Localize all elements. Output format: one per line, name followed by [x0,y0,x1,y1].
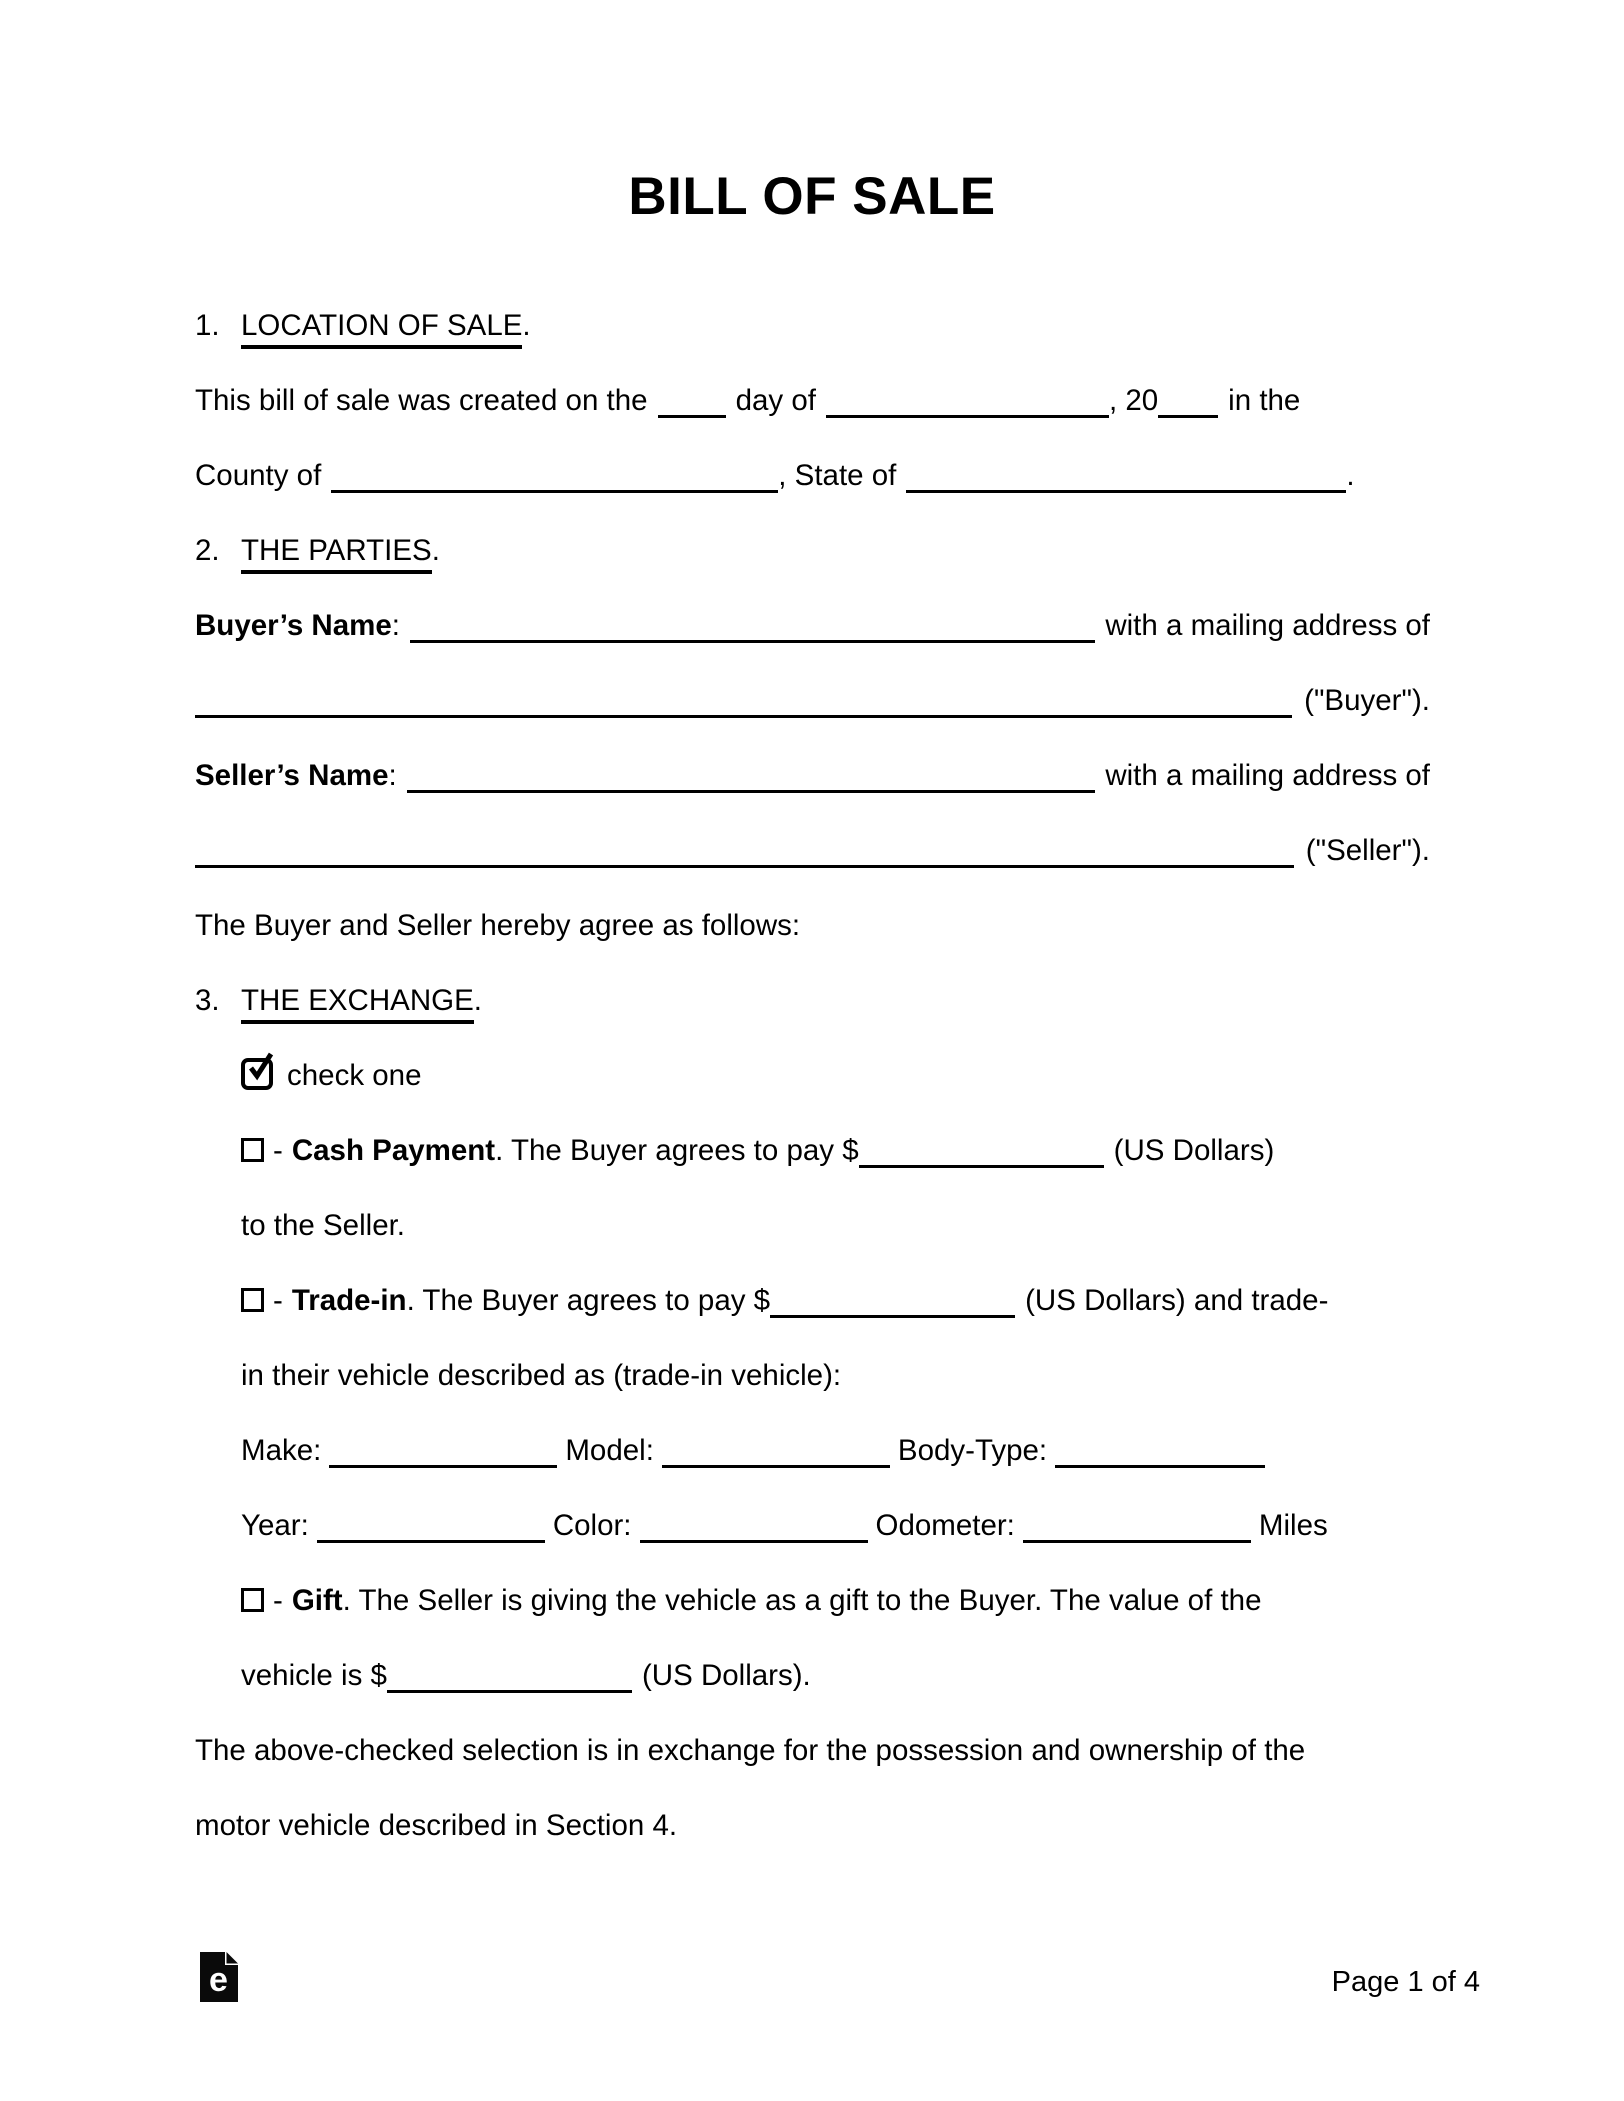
body-type-label: Body-Type: [897,1434,1048,1467]
model-label: Model: [565,1434,654,1467]
closing-text-1: The above-checked selection is in exchange for the possession and ownership of the [195,1734,1306,1767]
agree-text: The Buyer and Seller hereby agree as follows: [195,909,801,942]
gift-cont-text: vehicle is $ [241,1659,387,1692]
trade-in-checkbox-icon[interactable] [241,1288,264,1312]
cash-amount-blank-field[interactable] [859,1141,1104,1168]
trade-suffix-text: (US Dollars) and trade- [1025,1284,1329,1317]
section-number: 1. [195,309,220,342]
line-to-seller [241,1206,1430,1246]
gift-label: Gift [291,1584,343,1617]
line-trade-in [241,1281,1430,1321]
page-indicator: Page 1 of 4 [1331,1966,1480,1998]
seller-paren-text: ("Seller"). [1305,834,1430,867]
checked-checkbox-icon[interactable] [241,1058,273,1090]
section-heading-text: THE EXCHANGE [241,984,474,1024]
section-heading-location [195,306,1430,346]
day-blank-field[interactable] [658,391,726,418]
day-of-text: day of [735,384,816,417]
line-closing-1 [195,1731,1430,1771]
gift-checkbox-icon[interactable] [241,1588,264,1612]
check-one-label: check one [287,1059,422,1092]
body-type-blank-field[interactable] [1055,1441,1265,1468]
color-blank-field[interactable] [640,1516,868,1543]
gift-amount-blank-field[interactable] [387,1666,632,1693]
section-heading-parties [195,531,1430,571]
seller-address-blank-field[interactable] [195,841,1294,868]
seller-name-blank-field[interactable] [407,766,1096,793]
colon-text: : [388,759,397,792]
us-dollars-text: (US Dollars) [1113,1134,1275,1167]
buyer-address-blank-field[interactable] [195,691,1292,718]
color-label: Color: [552,1509,632,1542]
section-number: 3. [195,984,220,1017]
logo-letter: e [209,1961,228,1999]
section-heading-text: THE PARTIES [241,534,432,574]
in-the-text: in the [1228,384,1301,417]
mailing-address-text: with a mailing address of [1105,759,1430,792]
line-buyer-name [195,606,1430,646]
sentence-period: . [1346,459,1355,492]
closing-text-2: motor vehicle described in Section 4. [195,1809,678,1842]
line-check-one [241,1056,1430,1096]
cash-payment-text: . The Buyer agrees to pay $ [495,1134,859,1167]
model-blank-field[interactable] [662,1441,890,1468]
trade-cont-text: in their vehicle described as (trade-in vehicle): [241,1359,842,1392]
section-heading-text: LOCATION OF SALE [241,309,522,349]
trade-in-label: Trade-in [291,1284,407,1317]
line-buyer-address [195,681,1430,721]
year-blank-field[interactable] [1158,391,1218,418]
state-blank-field[interactable] [906,466,1346,493]
state-of-text: , State of [778,459,897,492]
dash-text: - [273,1134,283,1167]
section-heading-period: . [522,309,531,342]
seller-name-label: Seller’s Name [195,759,389,792]
section-number: 2. [195,534,220,567]
trade-amount-blank-field[interactable] [770,1291,1015,1318]
year-blank-field2[interactable] [317,1516,545,1543]
trade-in-text: . The Buyer agrees to pay $ [406,1284,771,1317]
line-closing-2 [195,1806,1430,1846]
make-label: Make: [241,1434,322,1467]
eforms-document-logo-icon [200,1952,238,2002]
dash-text: - [273,1284,283,1317]
section-heading-exchange [195,981,1430,1021]
gift-suffix-text: (US Dollars). [641,1659,811,1692]
buyer-paren-text: ("Buyer"). [1304,684,1430,717]
line-make-model-body [241,1431,1430,1471]
odometer-blank-field[interactable] [1023,1516,1251,1543]
line-gift [241,1581,1430,1621]
line-seller-name [195,756,1430,796]
line-trade-cont [241,1356,1430,1396]
line-seller-address [195,831,1430,871]
month-blank-field[interactable] [826,391,1109,418]
gift-text: . The Seller is giving the vehicle as a gift to the Buyer. The value of the [342,1584,1262,1617]
line-created-on [195,381,1430,421]
make-blank-field[interactable] [329,1441,557,1468]
miles-text: Miles [1258,1509,1328,1542]
section-heading-period: . [431,534,440,567]
buyer-name-blank-field[interactable] [410,616,1095,643]
year-label: Year: [241,1509,309,1542]
line-gift-cont [241,1656,1430,1696]
cash-payment-label: Cash Payment [291,1134,496,1167]
cash-checkbox-icon[interactable] [241,1138,264,1162]
buyer-name-label: Buyer’s Name [195,609,392,642]
line-agree [195,906,1430,946]
colon-text: : [391,609,400,642]
county-of-text: County of [195,459,322,492]
mailing-address-text: with a mailing address of [1105,609,1430,642]
section-heading-period: . [473,984,482,1017]
county-blank-field[interactable] [331,466,778,493]
created-prefix-text: This bill of sale was created on the [195,384,648,417]
line-county-state [195,456,1430,496]
line-cash-payment [241,1131,1430,1171]
page-title: BILL OF SALE [628,167,996,226]
to-seller-text: to the Seller. [241,1209,405,1242]
dash-text: - [273,1584,283,1617]
comma-20-text: , 20 [1108,384,1159,417]
line-year-color-odometer [241,1506,1430,1546]
odometer-label: Odometer: [875,1509,1015,1542]
